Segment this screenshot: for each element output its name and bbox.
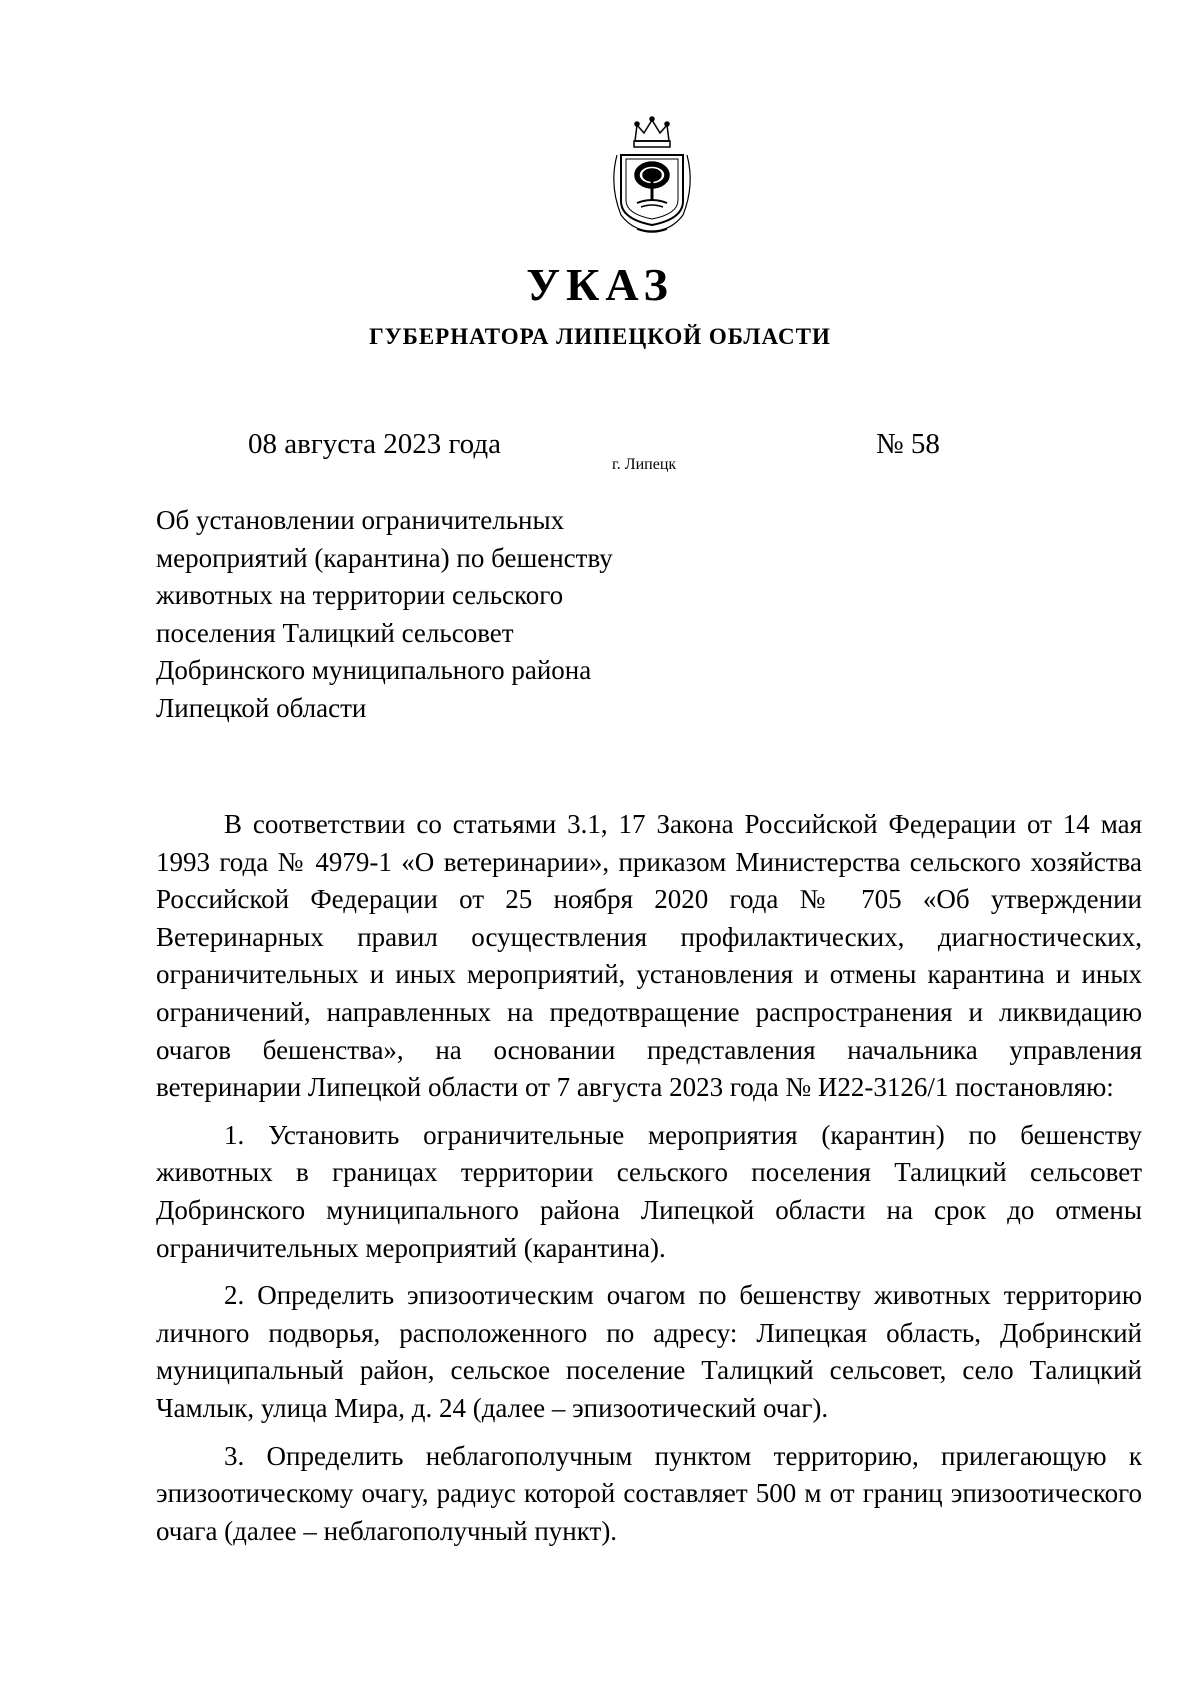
document-subject [156, 502, 716, 727]
clause-paragraph-3: 3. Определить неблагополучным пунктом территорию, прилегающую к эпизоотическому очагу, радиус которой составляет 500 м от границ эпизоотического очага (далее – неблагополучный пункт). [156, 1440, 1142, 1546]
document-number: № 58 [876, 428, 940, 460]
subject-line: животных на территории сельского [156, 580, 564, 610]
subject-line: Добринского муниципального района [156, 655, 592, 685]
subject-line: Липецкой области [156, 692, 367, 723]
document-title: УКАЗ [526, 259, 674, 310]
clause-paragraph-1: 1. Установить ограничительные мероприятия (карантин) по бешенству животных в границах территории сельского поселения Талицкий сельсовет Добринского муниципального района Липецкой области на срок до отмены ограничительных мероприятий (карантина). [156, 1119, 1142, 1263]
document-body [156, 806, 1142, 1550]
document-date: 08 августа 2023 года [248, 428, 501, 460]
preamble-paragraph: В соответствии со статьями 3.1, 17 Закона Российской Федерации от 14 мая 1993 года № 4979-1 «О ветеринарии», приказом Министерства сельского хозяйства Российской Федерации от 25 ноября 2020 года № 705 «Об утверждении Ветеринарных правил осуществления профилактических, диагностических, ограничительных и иных мероприятий, установления и отмены карантина и иных ограничений, направленных на предотвращение распространения и ликвидацию очагов бешенства», на основании представления начальника управления ветеринарии Липецкой области от 7 августа 2023 года № И22-3126/1 постановляю: [156, 809, 1142, 1103]
coat-of-arms-icon [607, 115, 697, 235]
subject-line: мероприятий (карантина) по бешенству [156, 542, 613, 573]
clause-paragraph-2: 2. Определить эпизоотическим очагом по бешенству животных территорию личного подворья, расположенного по адресу: Липецкая область, Добринский муниципальный район, сельское поселение Талицкий сельсовет, село Талицкий Чамлык, улица Мира, д. 24 (далее – эпизоотический очаг). [156, 1280, 1142, 1423]
document-city: г. Липецк [612, 456, 677, 473]
document-issuer: ГУБЕРНАТОРА ЛИПЕЦКОЙ ОБЛАСТИ [369, 324, 831, 349]
subject-line: Об установлении ограничительных [156, 505, 565, 535]
subject-line: поселения Талицкий сельсовет [156, 617, 514, 648]
